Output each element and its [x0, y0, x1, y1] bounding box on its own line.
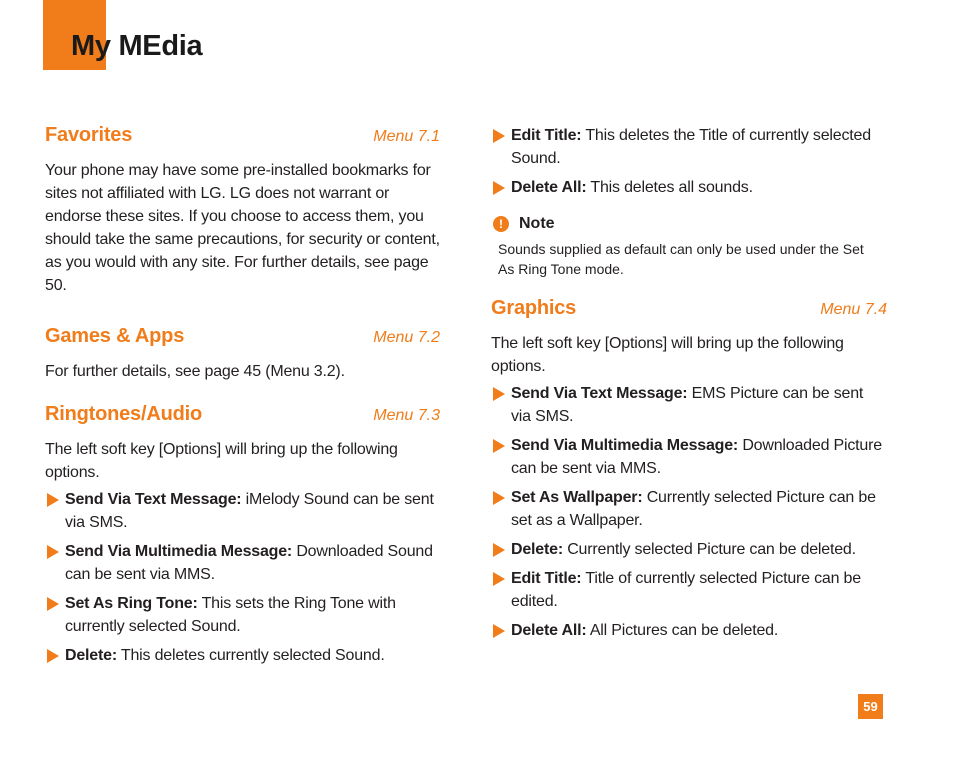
triangle-bullet-icon: [493, 387, 505, 401]
section-body: For further details, see page 45 (Menu 3.2).: [45, 363, 345, 380]
options-list: [45, 488, 440, 667]
list-item: [491, 434, 887, 480]
triangle-bullet-icon: [493, 491, 505, 505]
list-item: [491, 538, 887, 561]
option-label: Send Via Text Message:: [65, 491, 242, 508]
menu-number: Menu 7.1: [373, 128, 440, 145]
section-title: Favorites: [45, 124, 133, 146]
list-item: [491, 382, 887, 428]
section-title: Graphics: [491, 297, 577, 319]
right-column: [491, 124, 887, 648]
option-text: Downloaded Sound can be sent via MMS.: [65, 543, 433, 583]
option-label: Delete:: [511, 541, 563, 558]
option-label: Delete All:: [511, 179, 587, 196]
option-text: Currently selected Picture can be set as a Wallpaper.: [511, 489, 876, 529]
list-item: [491, 124, 887, 170]
list-item: [45, 488, 440, 534]
option-text: EMS Picture can be sent via SMS.: [511, 385, 864, 425]
section-header: [45, 325, 440, 348]
section-favorites: [45, 124, 440, 297]
section-intro: The left soft key [Options] will bring up the following options.: [491, 335, 844, 375]
triangle-bullet-icon: [493, 181, 505, 195]
menu-number: Menu 7.2: [373, 329, 440, 346]
menu-number: Menu 7.4: [820, 301, 887, 318]
section-title: Ringtones/Audio: [45, 403, 202, 425]
option-label: Edit Title:: [511, 570, 582, 587]
option-text: Title of currently selected Picture can be edited.: [511, 570, 861, 610]
note-title: Note: [519, 215, 555, 232]
section-intro: The left soft key [Options] will bring up the following options.: [45, 441, 398, 481]
option-label: Edit Title:: [511, 127, 582, 144]
list-item: [45, 592, 440, 638]
options-list: [491, 382, 887, 642]
triangle-bullet-icon: [47, 597, 59, 611]
triangle-bullet-icon: [47, 545, 59, 559]
option-label: Set As Wallpaper:: [511, 489, 643, 506]
option-label: Set As Ring Tone:: [65, 595, 198, 612]
list-item: [45, 540, 440, 586]
exclamation-icon: !: [493, 216, 509, 232]
page-title: My MEdia: [71, 30, 203, 62]
note-text: Sounds supplied as default can only be used under the Set As Ring Tone mode.: [498, 241, 864, 277]
list-item: [491, 619, 887, 642]
option-text: This deletes currently selected Sound.: [116, 647, 385, 664]
section-graphics: [491, 297, 887, 642]
option-text: Downloaded Picture can be sent via MMS.: [511, 437, 882, 477]
option-label: Send Via Multimedia Message:: [65, 543, 293, 560]
list-item: [491, 486, 887, 532]
page-number: 59: [858, 694, 883, 719]
section-header: [45, 403, 440, 426]
section-title: Games & Apps: [45, 325, 185, 347]
triangle-bullet-icon: [493, 543, 505, 557]
section-header: [491, 297, 887, 320]
section-ringtones-audio: [45, 403, 440, 667]
triangle-bullet-icon: [47, 493, 59, 507]
option-text: Currently selected Picture can be deleted.: [562, 541, 856, 558]
list-item: [491, 176, 887, 199]
section-games-apps: [45, 325, 440, 383]
option-text: This deletes all sounds.: [586, 179, 753, 196]
note-header: [493, 215, 887, 233]
section-header: [45, 124, 440, 147]
triangle-bullet-icon: [47, 649, 59, 663]
options-list-continued: [491, 124, 887, 199]
option-text: This deletes the Title of currently selected Sound.: [511, 127, 871, 167]
list-item: [45, 644, 440, 667]
menu-number: Menu 7.3: [373, 407, 440, 424]
list-item: [491, 567, 887, 613]
option-text: iMelody Sound can be sent via SMS.: [65, 491, 434, 531]
option-text: This sets the Ring Tone with currently selected Sound.: [65, 595, 396, 635]
section-body: Your phone may have some pre-installed bookmarks for sites not affiliated with LG. LG does not warrant or endorse these sites. If you choose to access them, you should take the same precautions, for security or content, as you would with any site. For further details, see page 50.: [45, 162, 440, 294]
triangle-bullet-icon: [493, 572, 505, 586]
option-label: Send Via Multimedia Message:: [511, 437, 739, 454]
option-label: Delete All:: [511, 622, 587, 639]
option-text: All Pictures can be deleted.: [586, 622, 779, 639]
triangle-bullet-icon: [493, 439, 505, 453]
note-box: [491, 215, 887, 279]
option-label: Delete:: [65, 647, 117, 664]
left-column: [45, 124, 440, 673]
triangle-bullet-icon: [493, 624, 505, 638]
triangle-bullet-icon: [493, 129, 505, 143]
option-label: Send Via Text Message:: [511, 385, 688, 402]
